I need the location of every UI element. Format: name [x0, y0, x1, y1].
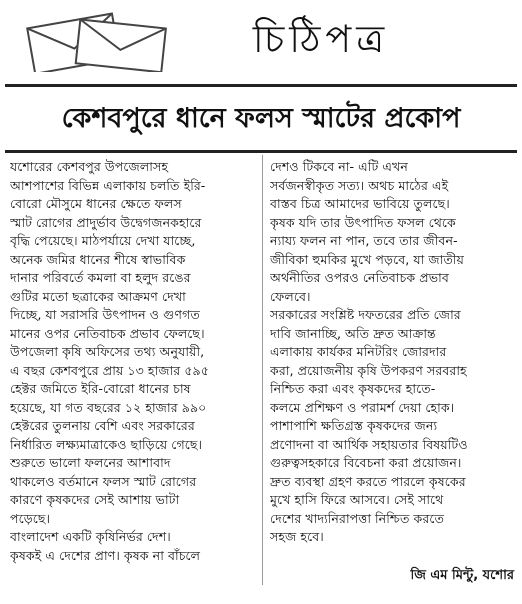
text-line: দাবি জানাচ্ছি, অতি দ্রুত আক্রান্ত	[270, 325, 436, 341]
text-line: পাশাপাশি ক্ষতিগ্রস্ত কৃষকদের জন্য	[270, 418, 438, 433]
left-column	[10, 158, 255, 565]
text-line: আশপাশের বিভিন্ন এলাকায় চলতি ইরি-	[10, 177, 206, 193]
text-line: থাকলেও বর্তমানে ফলস স্মাট রোগের	[10, 473, 197, 489]
text-line: যশোরের কেশবপুর উপজেলাসহ	[10, 159, 169, 174]
text-line: কৃষকই এ দেশের প্রাণ। কৃষক না বাঁচলে	[10, 547, 201, 563]
text-line: প্রণোদনা বা আর্থিক সহায়তার বিষয়টিও	[270, 436, 468, 452]
text-line: হেক্টর জমিতে ইরি-বোরো ধানের চাষ	[10, 381, 191, 396]
text-line: শুরুতে ভালো ফলনের আশাবাদ	[10, 455, 171, 470]
envelopes-icon	[22, 10, 172, 72]
text-line: বাস্তব চিত্র আমাদের ভাবিয়ে তুলছে।	[270, 196, 450, 211]
text-line: ন্যায্য ফলন না পান, তবে তার জীবন-	[270, 233, 458, 248]
section-title: চিঠিপত্র	[252, 17, 390, 61]
headline-rule	[5, 150, 517, 153]
text-line: মুখে হাসি ফিরে আসবে। সেই সাথে	[270, 492, 444, 507]
headline: কেশবপুরে ধানে ফলস স্মাটের প্রকোপ	[61, 103, 461, 134]
text-line: উপজেলা কৃষি অফিসের তথ্য অনুযায়ী,	[10, 344, 205, 359]
letters-header	[0, 0, 522, 82]
text-line: হয়েছে, যা গত বছরের ১২ হাজার ৯৯০	[10, 399, 207, 415]
text-line: সরকারের সংশ্লিষ্ট দফতরের প্রতি জোর	[270, 307, 461, 322]
text-line: বোরো মৌসুমে ধানের ক্ষেতে ফলস	[10, 196, 182, 211]
text-line: ফেলবে।	[270, 288, 311, 304]
text-line: দিচ্ছে, যা সরাসরি উৎপাদন ও গুণগত	[10, 307, 200, 322]
text-line: গুটির মতো ছত্রাকের আক্রমণ দেখা	[10, 288, 186, 304]
text-line: কৃষক যদি তার উৎপাদিত ফসল থেকে	[270, 214, 456, 230]
text-line: দ্রুত ব্যবস্থা গ্রহণ করতে পারলে কৃষকের	[270, 473, 466, 489]
top-rule	[5, 84, 517, 87]
text-line: হেক্টরের তুলনায় বেশি এবং সরকারের	[10, 418, 195, 433]
text-line: জীবিকা হুমকির মুখে পড়বে, যা জাতীয়	[270, 251, 465, 267]
right-column	[270, 158, 515, 547]
text-line: নির্ধারিত লক্ষ্যমাত্রাকেও ছাড়িয়ে গেছে।	[10, 436, 203, 452]
author-signature: জি এম মিন্টু, যশোর	[410, 568, 514, 583]
text-line: এলাকায় কার্যকর মনিটরিং জোরদার	[270, 344, 447, 359]
text-line: বৃদ্ধি পেয়েছে। মাঠপর্যায়ে দেখা যাচ্ছে,	[10, 233, 196, 248]
text-line: নিশ্চিত করা এবং কৃষকদের হাতে-	[270, 381, 436, 396]
column-divider	[262, 155, 263, 585]
text-line: গুরুত্বসহকারে বিবেচনা করা প্রয়োজন।	[270, 455, 462, 470]
text-line: অনেক জমির ধানের শীষে স্বাভাবিক	[10, 251, 186, 267]
text-line: বাংলাদেশ একটি কৃষিনির্ভর দেশ।	[10, 529, 171, 544]
text-line: পড়েছে।	[10, 510, 51, 526]
text-line: স্মাট রোগের প্রাদুর্ভাব উদ্বেগজনকহারে	[10, 214, 202, 230]
text-line: কলমে প্রশিক্ষণ ও পরামর্শ দেয়া হোক।	[270, 399, 455, 415]
text-line: দেশের খাদ্যনিরাপত্তা নিশ্চিত করতে	[270, 510, 444, 526]
text-line: এ বছর কেশবপুরে প্রায় ১৩ হাজার ৫৯৫	[10, 362, 210, 378]
text-line: দানার পরিবর্তে কমলা বা হলুদ রঙের	[10, 270, 191, 285]
text-line: অর্থনীতির ওপরও নেতিবাচক প্রভাব	[270, 270, 449, 285]
text-line: করা, প্রয়োজনীয় কৃষি উপকরণ সরবরাহ	[270, 362, 467, 378]
text-line: কারণে কৃষকদের সেই আশায় ভাটা	[10, 492, 180, 507]
text-line: দেশও টিকবে না- এটি এখন	[270, 159, 408, 174]
text-line: সর্বজনস্বীকৃত সত্য। অথচ মাঠের এই	[270, 177, 449, 193]
text-line: সহজ হবে।	[270, 529, 324, 544]
text-line: মানের ওপর নেতিবাচক প্রভাব ফেলছে।	[10, 325, 205, 341]
